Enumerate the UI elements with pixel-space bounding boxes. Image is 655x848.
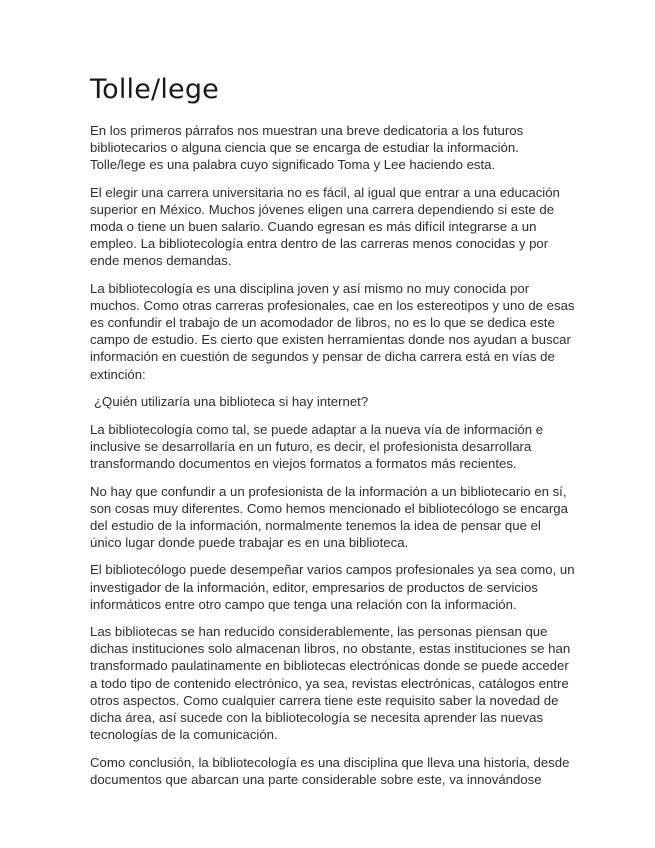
- document-body: [90, 72, 575, 798]
- text-line: información en cuestión de segundos y pensar de dicha carrera está en vías de: [90, 349, 555, 365]
- text-line: inclusive se desarrollaría en un futuro, es decir, el profesionista desarrollara: [90, 439, 532, 455]
- text-line: campo de estudio. Es cierto que existen herramientas donde nos ayudan a buscar: [90, 332, 571, 348]
- text-line: superior en México. Muchos jóvenes eligen una carrera dependiendo si este de: [90, 201, 555, 217]
- text-line: bibliotecarios o alguna ciencia que se encarga de estudiar la información.: [90, 140, 519, 156]
- text-line: único lugar donde puede trabajar es en una biblioteca.: [90, 535, 409, 551]
- text-line: dicha área, así sucede con la bibliotecología se necesita aprender las nuevas: [90, 710, 544, 726]
- question-line: ¿Quién utilizaría una biblioteca si hay internet?: [94, 393, 369, 409]
- text-line: Las bibliotecas se han reducido considerablemente, las personas piensan que: [90, 624, 548, 640]
- paragraph-adaptation: [90, 421, 570, 473]
- text-line: moda o tiene un buen salario. Cuando egresan es más difícil integrarse a un: [90, 219, 537, 235]
- paragraph-libraries: [90, 623, 570, 743]
- text-line: informáticos entre otro campo que tenga una relación con la información.: [90, 596, 517, 612]
- text-line: No hay que confundir a un profesionista de la información a un bibliotecario en sí,: [90, 483, 567, 499]
- text-line: ende menos demandas.: [90, 253, 232, 269]
- text-line: extinción:: [90, 366, 146, 382]
- text-line: La bibliotecología como tal, se puede adaptar a la nueva vía de información e: [90, 422, 544, 438]
- text-line: Tolle/lege es una palabra cuyo significado Toma y Lee haciendo esta.: [90, 157, 496, 173]
- text-line: son cosas muy diferentes. Como hemos mencionado el bibliotecólogo se encarga: [90, 500, 568, 516]
- document-title: Tolle/lege: [90, 74, 219, 105]
- text-line: transformando documentos en viejos formatos a formatos más recientes.: [90, 456, 517, 472]
- text-line: investigador de la información, editor, empresarios de productos de servicios: [90, 579, 538, 595]
- text-line: En los primeros párrafos nos muestran una breve dedicatoria a los futuros: [90, 123, 524, 138]
- paragraph-discipline: [90, 280, 575, 383]
- text-line: El elegir una carrera universitaria no es fácil, al igual que entrar a una educación: [90, 184, 560, 200]
- text-line: otros aspectos. Como cualquier carrera tiene este requisito saber la novedad de: [90, 692, 559, 708]
- paragraph-career-choice: [90, 184, 570, 270]
- text-line: El bibliotecólogo puede desempeñar varios campos profesionales ya sea como, un: [90, 562, 575, 578]
- text-line: transformado paulatinamente en bibliotecas electrónicas donde se puede acceder: [90, 658, 569, 674]
- text-line: empleo. La bibliotecología entra dentro de las carreras menos conocidas y por: [90, 236, 549, 252]
- text-line: La bibliotecología es una disciplina joven y así mismo no muy conocida por: [90, 280, 530, 296]
- text-line: documentos que abarcan una parte considerable sobre este, va innovándose: [90, 771, 542, 787]
- paragraph-fields: [90, 561, 575, 613]
- text-line: del estudio de la información, normalmente tenemos la idea de pensar que el: [90, 518, 541, 534]
- text-line: muchos. Como otras carreras profesionales, cae en los estereotipos y uno de esas: [90, 297, 575, 313]
- paragraph-intro: [90, 122, 570, 174]
- paragraph-professional-vs-librarian: [90, 483, 570, 552]
- text-line: Como conclusión, la bibliotecología es una disciplina que lleva una historia, desde: [90, 754, 570, 770]
- text-line: a todo tipo de contenido electrónico, ya sea, revistas electrónicas, catálogos entre: [90, 675, 569, 691]
- text-line: es confundir el trabajo de un acomodador de libros, no es lo que se dedica este: [90, 315, 555, 331]
- text-line: tecnologías de la comunicación.: [90, 727, 278, 743]
- text-line: dichas instituciones solo almacenan libros, no obstante, estas instituciones se han: [90, 641, 571, 657]
- paragraph-conclusion: [90, 754, 570, 788]
